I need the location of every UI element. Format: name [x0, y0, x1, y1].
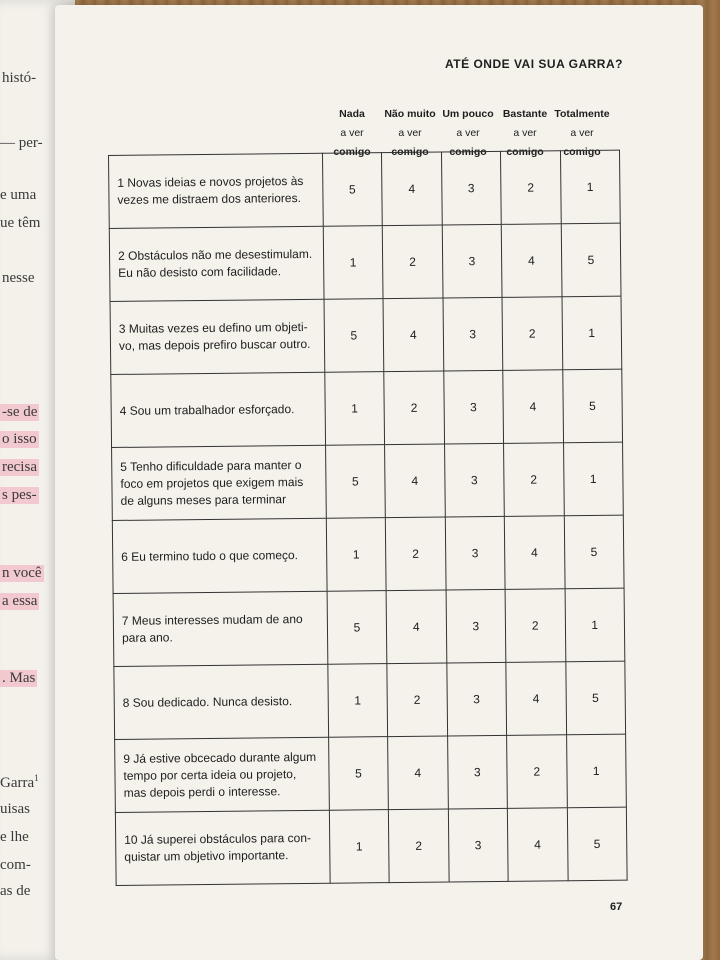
left-page-fragment-text: Garra — [0, 775, 35, 791]
score-cell: 3 — [446, 662, 506, 736]
score-cell: 4 — [501, 224, 561, 298]
statement-cell: 1 Novas ideias e novos projetos às vezes me distraem dos anteriores. — [109, 153, 323, 228]
left-page-highlighted-fragment: a essa — [2, 593, 38, 609]
score-cell: 1 — [324, 372, 384, 446]
column-header-line: comigo — [333, 146, 371, 158]
left-page-highlighted-fragment: s pes- — [2, 487, 37, 503]
column-header-line: Um pouco — [442, 108, 494, 120]
score-cell: 5 — [322, 153, 382, 227]
table-row — [113, 588, 625, 666]
column-header-line: comigo — [563, 146, 601, 158]
score-cell: 1 — [326, 518, 386, 592]
score-cell: 4 — [504, 516, 564, 590]
score-cell: 4 — [382, 152, 442, 226]
score-cell: 1 — [565, 588, 625, 662]
score-cell: 1 — [562, 296, 622, 370]
table-row — [112, 515, 624, 593]
column-header-line: a ver — [340, 127, 364, 139]
score-cell: 1 — [329, 810, 389, 884]
score-cell: 2 — [389, 809, 449, 883]
left-page-highlighted-fragment: . Mas — [2, 670, 36, 686]
score-cell: 3 — [448, 808, 508, 882]
table-row — [114, 661, 626, 739]
score-cell: 1 — [323, 226, 383, 300]
score-cell: 4 — [507, 808, 567, 882]
page-title: ATÉ ONDE VAI SUA GARRA? — [445, 57, 623, 71]
column-header-line: a ver — [398, 127, 422, 139]
left-page-fragment: nesse — [2, 270, 35, 286]
score-cell: 3 — [445, 516, 505, 590]
column-header-line: comigo — [391, 146, 429, 158]
score-cell: 2 — [384, 371, 444, 445]
left-page-fragment: ue têm — [0, 215, 41, 231]
left-page-fragment: com- — [0, 857, 31, 873]
right-page — [55, 5, 703, 960]
score-cell: 5 — [324, 299, 384, 373]
score-cell: 2 — [505, 589, 565, 663]
grit-scale-table — [108, 150, 628, 886]
score-cell: 5 — [562, 369, 622, 443]
score-cell: 4 — [385, 444, 445, 518]
score-cell: 3 — [441, 151, 501, 225]
score-cell: 4 — [388, 736, 448, 810]
left-page-highlighted-fragment: recisa — [2, 459, 37, 475]
score-cell: 5 — [328, 737, 388, 811]
left-page-fragment: as de — [0, 883, 31, 899]
left-page-fragment: uisas — [0, 801, 30, 817]
score-cell: 3 — [444, 443, 504, 517]
score-cell: 5 — [567, 807, 627, 881]
score-cell: 3 — [446, 589, 506, 663]
table-row — [115, 734, 627, 812]
statement-cell: 5 Tenho dificuldade para manter o foco em projetos que exigem mais de alguns meses para terminar — [112, 445, 326, 520]
score-cell: 3 — [443, 297, 503, 371]
score-cell: 4 — [506, 662, 566, 736]
score-cell: 2 — [502, 297, 562, 371]
column-header-line: a ver — [570, 127, 594, 139]
table-row — [115, 807, 627, 885]
column-header-line: comigo — [506, 146, 544, 158]
column-header-line: a ver — [513, 127, 537, 139]
score-cell: 3 — [442, 224, 502, 298]
left-page-highlighted-fragment: n você — [2, 565, 42, 581]
column-header-line: Não muito — [384, 108, 436, 120]
score-cell: 3 — [443, 370, 503, 444]
score-cell: 2 — [504, 443, 564, 517]
column-header-line: Totalmente — [554, 108, 610, 120]
score-cell: 2 — [507, 735, 567, 809]
statement-cell: 8 Sou dedicado. Nunca desisto. — [114, 664, 328, 739]
left-page-highlighted-fragment: -se de — [2, 404, 38, 420]
table-row — [111, 369, 623, 447]
score-cell: 5 — [325, 445, 385, 519]
column-header-line: Nada — [339, 108, 365, 120]
column-header-line: comigo — [449, 146, 487, 158]
statement-cell: 10 Já superei obstáculos para con-quistar um objetivo importante. — [115, 810, 329, 885]
score-cell: 2 — [382, 225, 442, 299]
score-cell: 1 — [563, 442, 623, 516]
column-header-line: a ver — [456, 127, 480, 139]
statement-cell: 9 Já estive obcecado durante algum tempo por certa ideia ou projeto, mas depois perdi o interesse. — [115, 737, 329, 812]
table-row — [110, 296, 622, 374]
score-cell: 5 — [565, 661, 625, 735]
table-row — [112, 442, 624, 520]
score-cell: 3 — [447, 735, 507, 809]
footnote-marker: 1 — [34, 773, 39, 783]
column-header-line: Bastante — [502, 108, 548, 120]
score-cell: 1 — [560, 150, 620, 224]
statement-cell: 2 Obstáculos não me desestimulam. Eu não desisto com facilidade. — [109, 226, 323, 301]
score-cell: 2 — [387, 663, 447, 737]
score-cell: 5 — [561, 223, 621, 297]
left-page-fragment — [0, 773, 39, 792]
left-page-fragment: e lhe — [0, 829, 29, 845]
score-cell: 2 — [385, 517, 445, 591]
score-cell: 5 — [564, 515, 624, 589]
score-cell: 2 — [501, 151, 561, 225]
score-cell: 5 — [327, 591, 387, 665]
score-cell: 4 — [503, 370, 563, 444]
score-cell: 4 — [386, 590, 446, 664]
left-page-fragment: histó- — [2, 70, 37, 86]
score-cell: 1 — [328, 664, 388, 738]
statement-cell: 3 Muitas vezes eu defino um objeti-vo, mas depois prefiro buscar outro. — [110, 299, 324, 374]
table-row — [109, 223, 621, 301]
score-cell: 1 — [566, 734, 626, 808]
statement-cell: 4 Sou um trabalhador esforçado. — [111, 372, 325, 447]
left-page-fragment: — per- — [0, 135, 43, 151]
score-cell: 4 — [383, 298, 443, 372]
table-row — [109, 150, 621, 228]
left-page-fragment: e uma — [0, 187, 37, 203]
statement-cell: 7 Meus interesses mudam de ano para ano. — [113, 591, 327, 666]
page-number: 67 — [610, 901, 623, 913]
left-page-highlighted-fragment: o isso — [2, 431, 37, 447]
statement-cell: 6 Eu termino tudo o que começo. — [112, 518, 326, 593]
